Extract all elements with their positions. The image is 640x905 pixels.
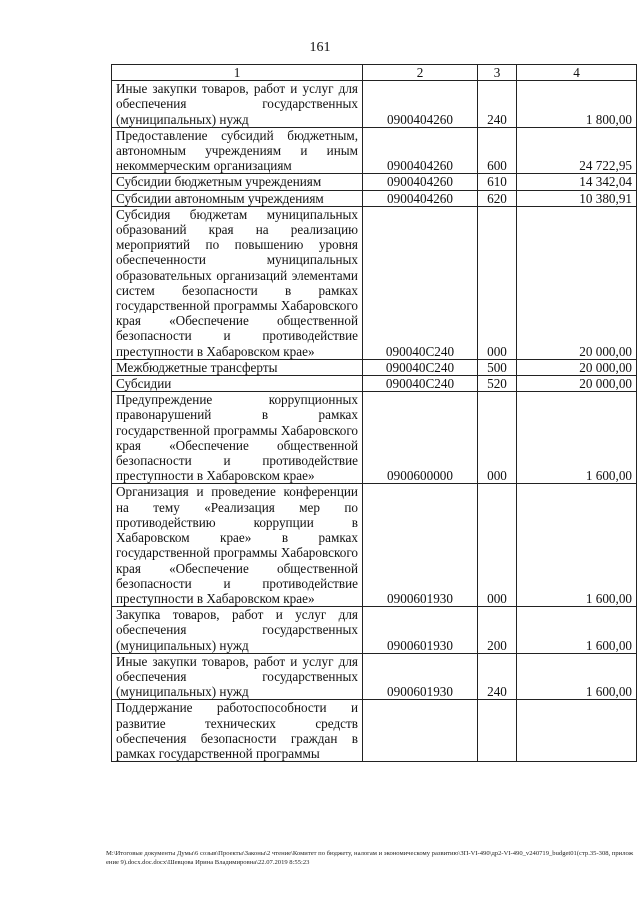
table-row	[112, 700, 637, 762]
table-row	[112, 81, 637, 128]
item-name: Предупреждение коррупционных правонарушений в рамках государственной программы Хабаровского края «Обеспечение общественной безопасности и противодействие преступности в Хабаровском крае»	[112, 392, 363, 484]
table-row	[112, 484, 637, 607]
budget-table	[111, 64, 637, 762]
amount: 1 800,00	[517, 81, 637, 128]
amount	[517, 700, 637, 762]
table-row	[112, 206, 637, 359]
amount: 20 000,00	[517, 206, 637, 359]
amount: 1 600,00	[517, 392, 637, 484]
expense-type: 610	[478, 174, 517, 190]
target-code: 090040С240	[363, 359, 478, 375]
target-code: 090040С240	[363, 206, 478, 359]
table-row	[112, 359, 637, 375]
column-header: 4	[517, 65, 637, 81]
table-header-row	[112, 65, 637, 81]
table-row	[112, 392, 637, 484]
column-header: 2	[363, 65, 478, 81]
amount: 14 342,04	[517, 174, 637, 190]
item-name: Поддержание работоспособности и развитие технических средств обеспечения безопасности граждан в рамках государственной программы	[112, 700, 363, 762]
file-path-footer: М:\Итоговые документы Думы\6 созыв\Проекты\Законы\2 чтение\Комитет по бюджету, налогам и экономическому развитию\ЗП-VI-490\др2-VI-490_v240719_budget01(стр.35-308, приложение 9).docx.doc.docx\Шевцова Ирина Владимировна\22.07.2019 8:55:23	[106, 850, 634, 866]
page-number: 161	[309, 40, 331, 55]
table-row	[112, 607, 637, 654]
amount: 10 380,91	[517, 190, 637, 206]
expense-type: 000	[478, 484, 517, 607]
column-header: 3	[478, 65, 517, 81]
item-name: Субсидии	[112, 376, 363, 392]
expense-type: 600	[478, 127, 517, 174]
expense-type: 000	[478, 206, 517, 359]
amount: 1 600,00	[517, 653, 637, 700]
table-row	[112, 174, 637, 190]
expense-type: 200	[478, 607, 517, 654]
expense-type: 520	[478, 376, 517, 392]
column-header: 1	[112, 65, 363, 81]
target-code: 0900404260	[363, 81, 478, 128]
target-code: 0900404260	[363, 190, 478, 206]
amount: 20 000,00	[517, 376, 637, 392]
item-name: Иные закупки товаров, работ и услуг для обеспечения государственных (муниципальных) нужд	[112, 81, 363, 128]
amount: 20 000,00	[517, 359, 637, 375]
item-name: Иные закупки товаров, работ и услуг для обеспечения государственных (муниципальных) нужд	[112, 653, 363, 700]
target-code: 0900601930	[363, 484, 478, 607]
target-code: 0900404260	[363, 174, 478, 190]
amount: 24 722,95	[517, 127, 637, 174]
amount: 1 600,00	[517, 484, 637, 607]
target-code	[363, 700, 478, 762]
target-code: 0900601930	[363, 653, 478, 700]
item-name: Межбюджетные трансферты	[112, 359, 363, 375]
expense-type: 620	[478, 190, 517, 206]
item-name: Субсидии автономным учреждениям	[112, 190, 363, 206]
table-row	[112, 653, 637, 700]
target-code: 0900601930	[363, 607, 478, 654]
target-code: 090040С240	[363, 376, 478, 392]
table-row	[112, 190, 637, 206]
table-row	[112, 376, 637, 392]
amount: 1 600,00	[517, 607, 637, 654]
item-name: Субсидии бюджетным учреждениям	[112, 174, 363, 190]
target-code: 0900404260	[363, 127, 478, 174]
item-name: Предоставление субсидий бюджетным, автономным учреждениям и иным некоммерческим организациям	[112, 127, 363, 174]
expense-type: 240	[478, 81, 517, 128]
expense-type: 240	[478, 653, 517, 700]
item-name: Организация и проведение конференции на тему «Реализация мер по противодействию коррупции в Хабаровском крае» в рамках государственной программы Хабаровского края «Обеспечение общественной безопасности и противодействие преступности в Хабаровском крае»	[112, 484, 363, 607]
item-name: Субсидия бюджетам муниципальных образований края на реализацию мероприятий по повышению уровня обеспеченности муниципальных образовательных организаций элементами систем безопасности в рамках государственной программы Хабаровского края «Обеспечение общественной безопасности и противодействие преступности в Хабаровском крае»	[112, 206, 363, 359]
target-code: 0900600000	[363, 392, 478, 484]
expense-type: 000	[478, 392, 517, 484]
item-name: Закупка товаров, работ и услуг для обеспечения государственных (муниципальных) нужд	[112, 607, 363, 654]
expense-type: 500	[478, 359, 517, 375]
table-row	[112, 127, 637, 174]
expense-type	[478, 700, 517, 762]
